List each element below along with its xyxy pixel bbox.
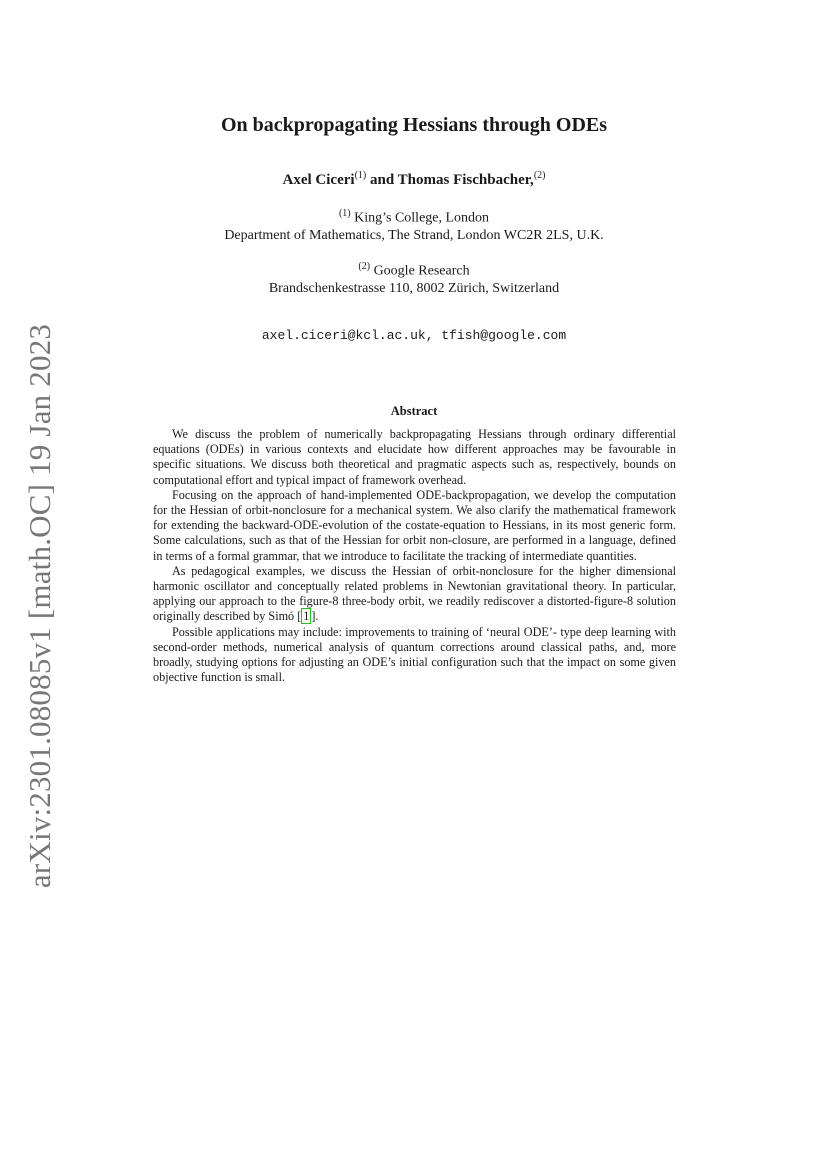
- affiliation-block: [0, 205, 828, 244]
- affiliation-mark: (1): [354, 170, 367, 181]
- affiliation-block: [0, 258, 828, 297]
- author-name: Axel Ciceri: [282, 172, 355, 188]
- author-list: [0, 170, 828, 189]
- author-name: Thomas Fischbacher,: [397, 172, 534, 188]
- abstract-body: [153, 427, 676, 685]
- abstract-paragraph: As pedagogical examples, we discuss the Hessian of orbit-nonclosure for the higher dimensional harmonic oscillator and conceptually related problems in Newtonian gravitational theory. In particular, applying our approach to the figure-8 three-body orbit, we readily rediscover a distorted-figure-8 solution originally described by Simó [ 1 ].: [153, 563, 676, 624]
- abstract-text: .: [315, 609, 319, 624]
- affiliation-address: Brandschenkestrasse 110, 8002 Zürich, Switzerland: [268, 280, 560, 296]
- abstract-paragraph: Focusing on the approach of hand-implemented ODE-backpropagation, we develop the computation for the Hessian of orbit-nonclosure for a mechanical system. We also clarify the mathematical framework for extending the backward-ODE-evolution of the costate-equation to Hessians, in its most generic form. Some calculations, such as that of the Hessian for orbit non-closure, are performed in a language, defined in terms of a formal grammar, that we introduce to facilitate the tracking of intermediate quantities.: [153, 487, 676, 563]
- affiliation-mark: (2): [358, 261, 371, 272]
- arxiv-stamp-text: arXiv:2301.08085v1 [math.OC] 19 Jan 2023: [22, 323, 57, 889]
- citation-link[interactable]: 1: [303, 609, 310, 624]
- abstract-heading: Abstract: [390, 404, 438, 418]
- author-emails[interactable]: axel.ciceri@kcl.ac.uk, tfish@google.com: [261, 328, 567, 343]
- abstract-paragraph: We discuss the problem of numerically backpropagating Hessians through ordinary differential equations (ODEs) in various contexts and elucidate how different approaches may be favourable in specific situations. We discuss both theoretical and pragmatic aspects such as, respectively, bounds on computational effort and typical impact of framework overhead.: [153, 427, 676, 487]
- abstract-paragraph: Possible applications may include: improvements to training of ‘neural ODE’- type deep learning with second-order methods, numerical analysis of quantum corrections around classical paths, and, more broadly, studying options for adjusting an ODE’s initial configuration such that the impact on some given objective function is small.: [153, 624, 676, 685]
- affiliation-name: Google Research: [373, 263, 470, 279]
- arxiv-identifier-stamp: [21, 323, 59, 889]
- affiliation-mark: (1): [338, 208, 351, 219]
- affiliation-name: King’s College, London: [354, 210, 490, 226]
- abstract-text: As pedagogical examples, we discuss the Hessian of orbit-nonclosure for the higher dimensional harmonic oscillator and conceptually related problems in Newtonian gravitational theory. In particular, applying our approach to the figure-8 three-body orbit, we readily rediscover a distorted-figure-8 solution originally described by Simó: [153, 563, 676, 624]
- affiliation-address: Department of Mathematics, The Strand, London WC2R 2LS, U.K.: [224, 227, 604, 243]
- paper-title: On backpropagating Hessians through ODEs: [220, 114, 608, 136]
- affiliation-mark: (2): [533, 170, 546, 181]
- author-conjunction: and: [366, 172, 398, 188]
